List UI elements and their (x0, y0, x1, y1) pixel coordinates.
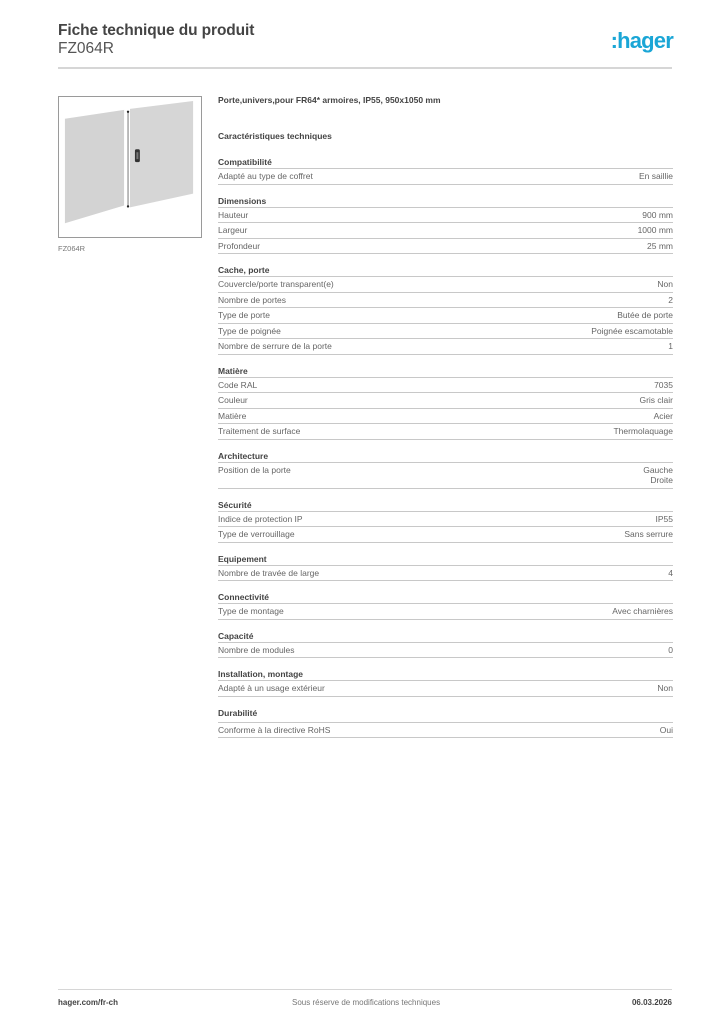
spec-value-line: Gauche (643, 464, 673, 475)
group-title: Matière (218, 365, 673, 378)
group-title: Compatibilité (218, 156, 673, 169)
spec-value: Gris clair (639, 395, 673, 405)
spec-row (218, 723, 673, 739)
spec-label: Code RAL (218, 379, 258, 390)
spec-group-dimensions (218, 195, 673, 255)
spec-row (218, 339, 673, 355)
group-title: Capacité (218, 630, 673, 643)
spec-label: Adapté au type de coffret (218, 171, 313, 181)
hager-logo: :hager (610, 28, 673, 53)
spec-value: 1 (668, 341, 673, 351)
spec-row (218, 527, 673, 543)
spec-group-equipement (218, 553, 673, 582)
website-link[interactable]: hager.com/fr-ch (58, 998, 119, 1007)
spec-row (218, 409, 673, 425)
door-illustration-icon (59, 97, 201, 237)
spec-row (218, 308, 673, 324)
spec-row (218, 293, 673, 309)
spec-value: Butée de porte (617, 310, 673, 320)
spec-value: 2 (668, 294, 673, 305)
spec-label: Hauteur (218, 209, 249, 220)
spec-label: Type de montage (218, 606, 284, 616)
group-title: Architecture (218, 450, 673, 463)
spec-label: Position de la porte (218, 464, 291, 475)
spec-label: Type de poignée (218, 325, 281, 336)
spec-group-compatibilite (218, 156, 673, 185)
spec-group-installation (218, 668, 673, 697)
spec-row (218, 223, 673, 239)
spec-label: Nombre de portes (218, 294, 287, 305)
spec-label: Conforme à la directive RoHS (218, 724, 331, 735)
spec-group-architecture (218, 450, 673, 489)
spec-value (643, 465, 673, 486)
spec-group-cache-porte (218, 264, 673, 355)
group-title: Dimensions (218, 195, 673, 208)
spec-label: Traitement de surface (218, 426, 301, 436)
product-description: Porte,univers,pour FR64* armoires, IP55, 950x1050 mm (218, 95, 441, 105)
disclaimer-note: Sous réserve de modifications techniques (292, 998, 441, 1007)
spec-label: Couvercle/porte transparent(e) (218, 279, 334, 289)
spec-group-durabilite (218, 707, 673, 739)
spec-content (218, 95, 673, 748)
spec-value: 1000 mm (637, 225, 673, 235)
spec-row (218, 424, 673, 440)
page-footer (58, 998, 672, 1007)
document-date: 06.03.2026 (631, 998, 672, 1007)
spec-row (218, 393, 673, 409)
product-door-image (58, 96, 202, 238)
spec-label: Couleur (218, 395, 248, 405)
spec-value: En saillie (638, 171, 673, 181)
spec-label: Type de porte (218, 310, 270, 320)
technical-characteristics-heading: Caractéristiques techniques (218, 131, 332, 141)
spec-label: Largeur (218, 225, 248, 235)
spec-label: Nombre de serrure de la porte (218, 341, 332, 351)
spec-row (218, 208, 673, 224)
spec-value: Poignée escamotable (591, 325, 673, 336)
spec-value: IP55 (655, 513, 673, 524)
spec-value: Avec charnières (612, 606, 673, 616)
spec-label: Adapté à un usage extérieur (218, 683, 325, 693)
product-reference: FZ064R (58, 40, 114, 57)
spec-value: Non (657, 683, 673, 693)
spec-row (218, 169, 673, 185)
spec-group-connectivite (218, 591, 673, 620)
spec-value: Acier (653, 410, 673, 421)
spec-label: Nombre de modules (218, 644, 295, 655)
group-title: Installation, montage (218, 668, 673, 681)
spec-value: Oui (659, 724, 673, 735)
spec-value: Thermolaquage (613, 426, 673, 436)
spec-group-securite (218, 499, 673, 543)
spec-row (218, 604, 673, 620)
spec-value: Sans serrure (624, 529, 673, 539)
footer-divider (58, 989, 672, 990)
spec-label: Matière (218, 410, 247, 421)
group-title: Durabilité (218, 707, 673, 723)
group-title: Cache, porte (218, 264, 673, 277)
document-title: Fiche technique du produit (58, 22, 255, 39)
spec-label: Indice de protection IP (218, 513, 303, 524)
spec-row (218, 239, 673, 255)
page-header (58, 22, 673, 68)
spec-row (218, 566, 673, 582)
spec-row (218, 324, 673, 340)
spec-label: Profondeur (218, 240, 261, 251)
image-caption: FZ064R (58, 244, 86, 253)
spec-row (218, 681, 673, 697)
group-title: Connectivité (218, 591, 673, 604)
spec-row (218, 378, 673, 394)
spec-value: 0 (668, 644, 673, 655)
spec-row (218, 643, 673, 659)
spec-value: 7035 (654, 379, 673, 390)
spec-row (218, 463, 673, 489)
spec-group-matiere (218, 365, 673, 440)
spec-group-capacite (218, 630, 673, 659)
spec-value-line: Droite (650, 475, 673, 485)
spec-value: 900 mm (642, 209, 673, 220)
spec-row (218, 512, 673, 528)
spec-value: 4 (668, 567, 673, 578)
spec-value: 25 mm (647, 240, 673, 251)
spec-label: Type de verrouillage (218, 529, 295, 539)
header-divider (58, 67, 672, 69)
group-title: Sécurité (218, 499, 673, 512)
spec-label: Nombre de travée de large (218, 567, 320, 578)
group-title: Equipement (218, 553, 673, 566)
spec-value: Non (657, 279, 673, 289)
spec-row (218, 277, 673, 293)
